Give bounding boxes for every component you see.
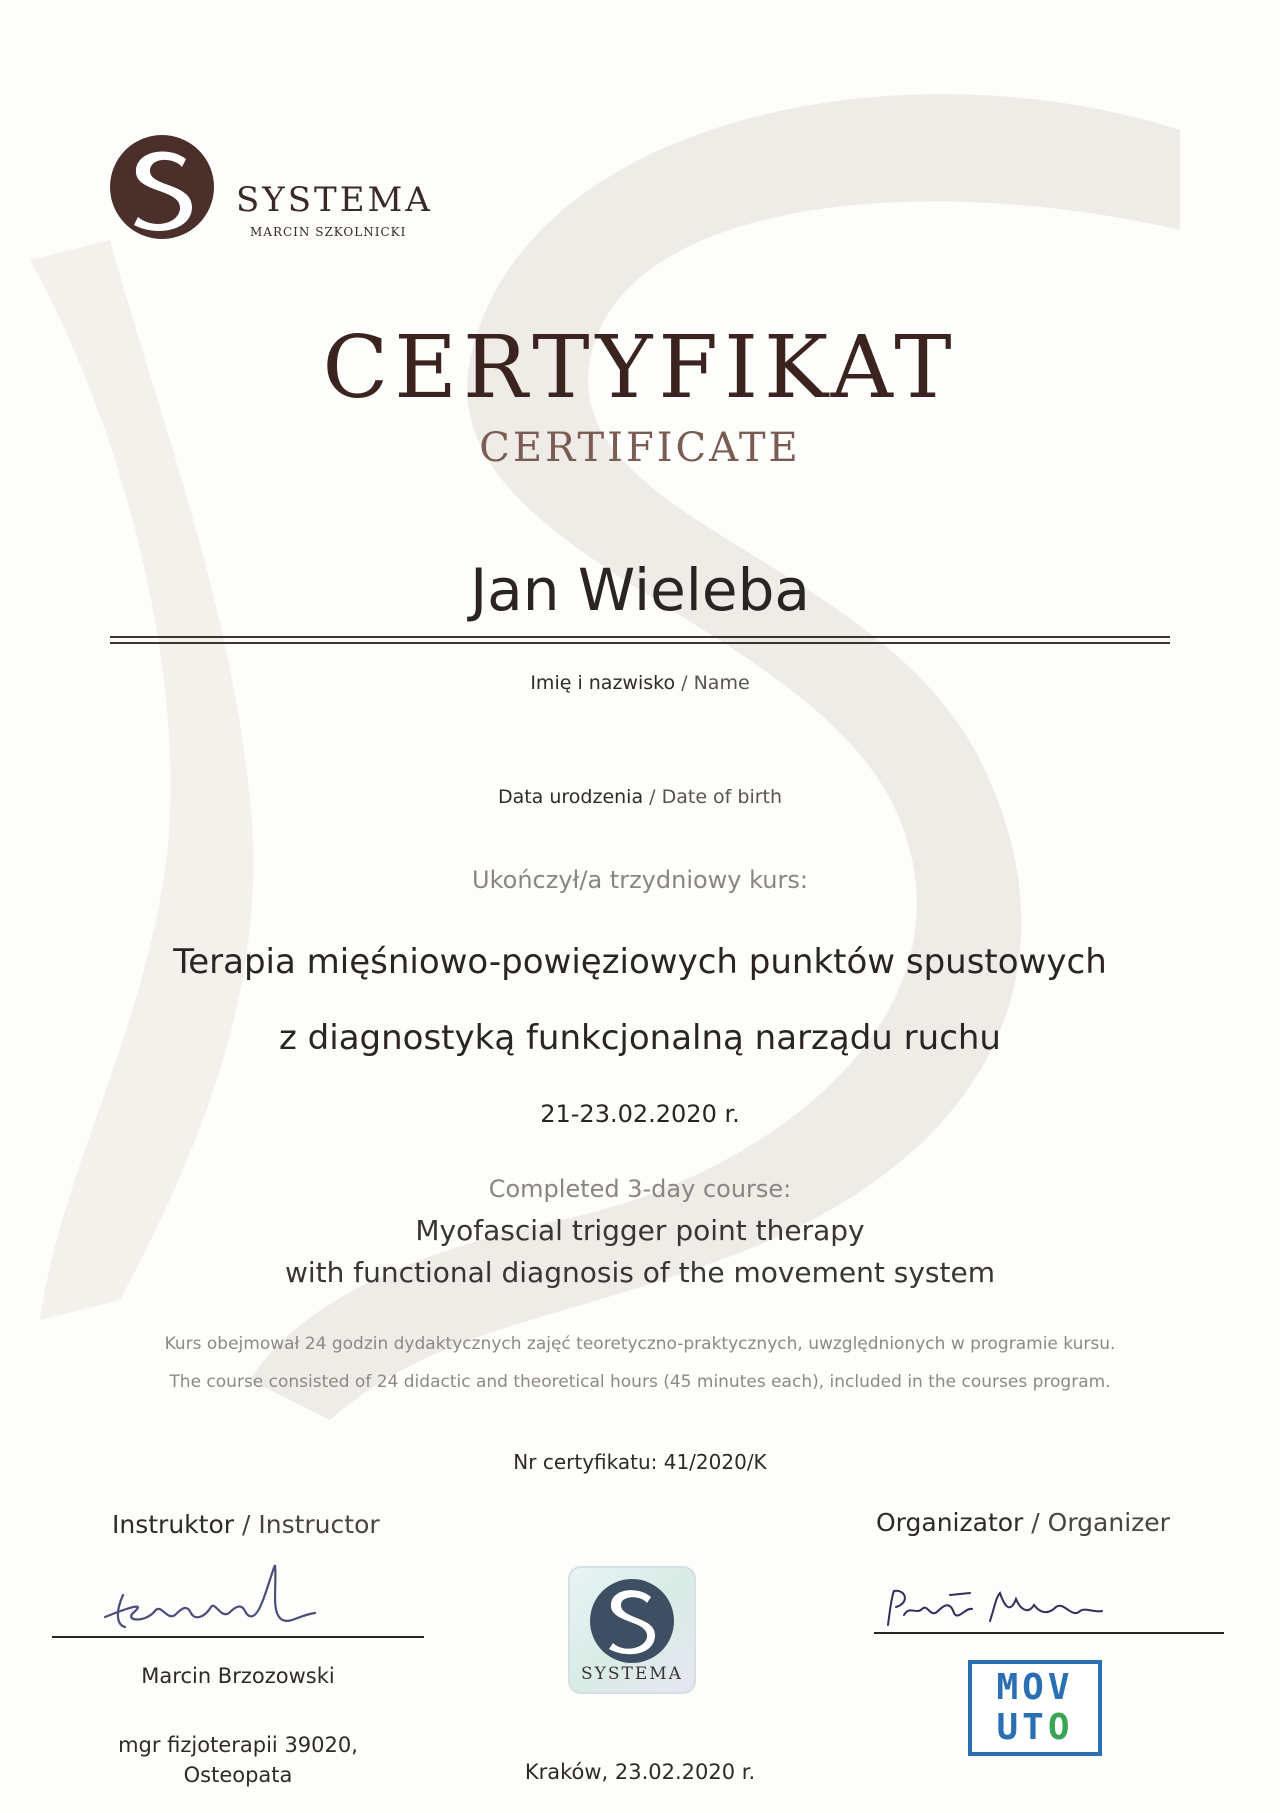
- organizer-role: Organizator / Organizer: [876, 1508, 1170, 1537]
- name-label-en: Name: [693, 672, 750, 694]
- seal-text: SYSTEMA: [581, 1664, 683, 1684]
- name-label-pl: Imię i nazwisko: [530, 672, 676, 694]
- name-rule-top: [110, 636, 1170, 638]
- place-and-date: Kraków, 23.02.2020 r.: [524, 1760, 756, 1784]
- instructor-signature: [95, 1555, 355, 1635]
- organizer-signature: [880, 1585, 1110, 1635]
- dob-label-pl: Data urodzenia: [497, 786, 644, 808]
- instructor-role: Instruktor / Instructor: [112, 1510, 380, 1539]
- course-note-en: The course consisted of 24 didactic and theoretical hours (45 minutes each), included in the courses program.: [169, 1372, 1111, 1392]
- course-note-pl: Kurs obejmował 24 godzin dydaktycznych zajęć teoretyczno-praktycznych, uwzględnionych w programie kursu.: [164, 1334, 1116, 1354]
- instructor-name: Marcin Brzozowski: [141, 1664, 335, 1688]
- course-dates: 21-23.02.2020 r.: [540, 1100, 740, 1128]
- course-title-en-2: with functional diagnosis of the movement system: [284, 1256, 996, 1289]
- systema-logo-icon: [108, 133, 216, 241]
- certificate-number: Nr certyfikatu: 41/2020/K: [513, 1450, 767, 1474]
- movuto-logo-row2a: UT: [996, 1707, 1048, 1748]
- organizer-role-en: Organizer: [1047, 1508, 1170, 1537]
- name-label: Imię i nazwisko / Name: [530, 672, 750, 694]
- organizer-role-pl: Organizator: [876, 1508, 1024, 1537]
- movuto-logo: [968, 1660, 1102, 1756]
- name-rule-bottom: [110, 642, 1170, 644]
- instructor-role-pl: Instruktor: [112, 1510, 235, 1539]
- movuto-logo-row1: MOV: [996, 1667, 1074, 1708]
- certificate-title: CERTYFIKAT: [322, 318, 958, 418]
- brand-name: SYSTEMA: [236, 180, 433, 220]
- movuto-logo-row2b: O: [1047, 1707, 1074, 1748]
- recipient-name: Jan Wieleba: [470, 556, 810, 624]
- completed-label-en: Completed 3-day course:: [488, 1175, 792, 1203]
- instructor-degree-line1: mgr fizjoterapii 39020,: [118, 1733, 358, 1757]
- course-title-pl-2: z diagnostyką funkcjonalną narządu ruchu: [279, 1018, 1001, 1058]
- certificate-subtitle: CERTIFICATE: [479, 425, 801, 471]
- dob-label-en: Date of birth: [661, 786, 783, 808]
- brand-subtitle: MARCIN SZKOLNICKI: [250, 225, 407, 239]
- course-title-en-1: Myofascial trigger point therapy: [415, 1214, 865, 1247]
- organizer-signature-line: [874, 1632, 1224, 1634]
- instructor-degree-line2: Osteopata: [183, 1763, 293, 1787]
- course-title-pl-1: Terapia mięśniowo-powięziowych punktów spustowych: [173, 942, 1107, 982]
- completed-label-pl: Ukończył/a trzydniowy kurs:: [472, 866, 808, 894]
- instructor-signature-line: [52, 1636, 424, 1638]
- dob-label: Data urodzenia / Date of birth: [497, 786, 783, 808]
- instructor-role-en: Instructor: [258, 1510, 380, 1539]
- movuto-logo-row2: [972, 1708, 1098, 1748]
